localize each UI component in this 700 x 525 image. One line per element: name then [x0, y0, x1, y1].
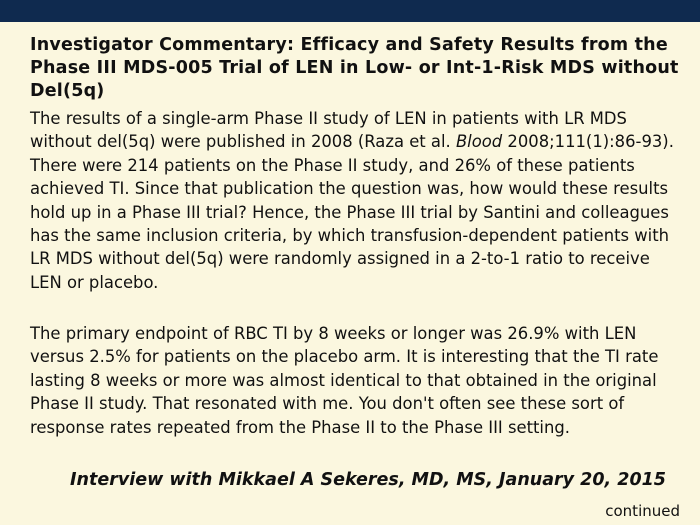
- header-bar: [0, 0, 700, 22]
- paragraph-1-text-a: The results of a single-arm Phase II study of LEN in patients with LR MDS without del(5q) were published in 2008 (Raza et al.: [30, 109, 627, 152]
- commentary-paragraph-2: The primary endpoint of RBC TI by 8 weeks or longer was 26.9% with LEN versus 2.5% for patients on the placebo arm. It is interesting that the TI rate lasting 8 weeks or more was almost identical to that obtained in the original Phase II study. That resonated with me. You don't often see these sort of response rates repeated from the Phase II to the Phase III setting.: [30, 324, 659, 437]
- paragraph-1-text-b: 2008;111(1):86-93). There were 214 patients on the Phase II study, and 26% of these patients achieved TI. Since that publication the question was, how would these results hold up in a Phase III trial? Hence, the Phase III trial by Santini and colleagues has the same inclusion criteria, by which transfusion-dependent patients with LR MDS without del(5q) were randomly assigned in a 2-to-1 ratio to receive LEN or placebo.: [30, 132, 674, 292]
- continued-label: continued: [605, 502, 680, 520]
- commentary-paragraph-1: [30, 107, 680, 294]
- interview-citation: Interview with Mikkael A Sekeres, MD, MS, January 20, 2015: [70, 470, 666, 490]
- journal-name: Blood: [455, 132, 503, 152]
- slide-title: Investigator Commentary: Efficacy and Safety Results from the Phase III MDS-005 Trial of LEN in Low- or Int-1-Risk MDS without Del(5q): [30, 35, 679, 101]
